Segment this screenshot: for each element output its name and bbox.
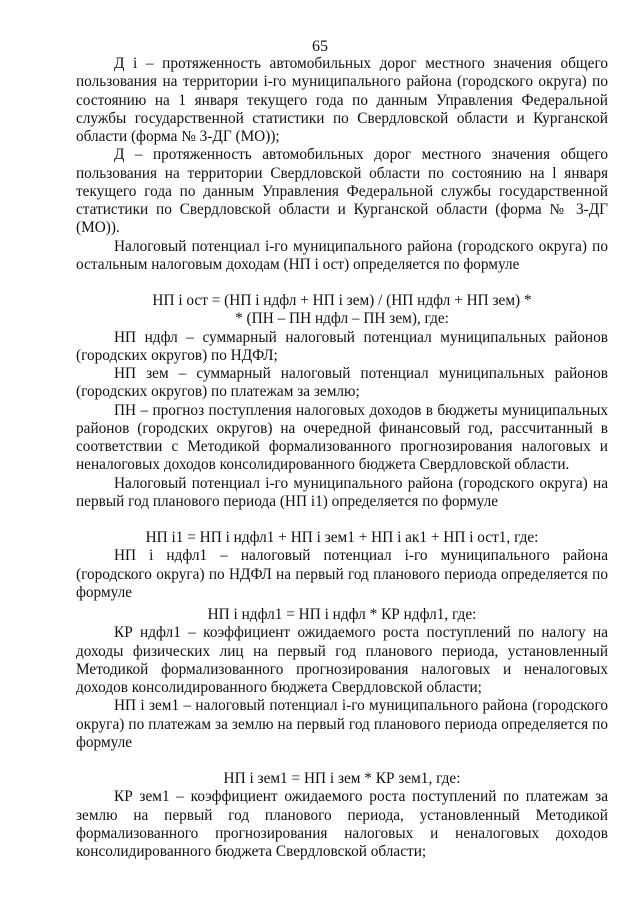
formula-np-zem1: НП i зем1 = НП i зем * КР зем1, где:	[223, 770, 461, 787]
paragraph-d-definition: Д – протяженность автомобильных дорог местного значения общего пользования на территории Свердловской области по состоянию на l января текущего года по данным Управления Федеральной службы государственной статистики по Свердловской области и Курганской области (форма № 3-ДГ (МО)).	[76, 146, 608, 237]
formula-np-i1: НП i1 = НП i ндфл1 + НП i зем1 + НП i ак1 + НП i ост1, где:	[145, 529, 539, 546]
page-number: 65	[312, 38, 328, 55]
paragraph-di-definition: Д i – протяженность автомобильных дорог местного значения общего пользования на территории i-го муниципального района (городского округа) по состоянию на 1 января текущего года по данным Управления Федеральной службы государственной статистики по Свердловской области и Курганской области (форма № 3-ДГ (МО));	[76, 55, 608, 145]
paragraph-np-i1-intro: Налоговый потенциал i-го муниципального района (городского округа) на первый год планового периода (НП i1) определяется по формуле	[76, 474, 608, 510]
paragraph-np-zem-definition: НП зем – суммарный налоговый потенциал муниципальных районов (городских округов) по платежам за землю;	[76, 365, 608, 401]
paragraph-np-ndfl-definition: НП ндфл – суммарный налоговый потенциал муниципальных районов (городских округов) по НДФЛ;	[76, 328, 608, 364]
paragraph-kr-zem1-definition: КР зем1 – коэффициент ожидаемого роста поступлений по платежам за землю на первый год планового периода, установленный Методикой формализованного прогнозирования налоговых и неналоговых доходов консолидированного бюджета Свердловской области;	[76, 788, 608, 860]
paragraph-np-ost-intro: Налоговый потенциал i-го муниципального района (городского округа) по остальным налоговым доходам (НП i ост) определяется по формуле	[76, 237, 608, 273]
formula-np-ost-line1: НП i ост = (НП i ндфл + НП i зем) / (НП ндфл + НП зем) *	[152, 292, 532, 309]
formula-np-ost-line2: * (ПН – ПН ндфл – ПН зем), где:	[235, 310, 449, 328]
formula-np-ndfl1: НП i ндфл1 = НП i ндфл * КР ндфл1, где:	[207, 606, 477, 623]
paragraph-kr-ndfl1-definition: КР ндфл1 – коэффициент ожидаемого роста поступлений по налогу на доходы физических лиц на первый год планового периода, установленный Методикой формализованного прогнозирования налоговых и неналоговых доходов консолидированного бюджета Свердловской области;	[76, 624, 608, 696]
paragraph-np-zem1-definition: НП i зем1 – налоговый потенциал i-го муниципального района (городского округа) по платежам за землю на первый год планового периода определяется по формуле	[76, 697, 608, 751]
paragraph-pn-definition: ПН – прогноз поступления налоговых доходов в бюджеты муниципальных районов (городских округов) на очередной финансовый год, рассчитанный в соответствии с Методикой формализованного прогнозирования налоговых и неналоговых доходов консолидированного бюджета Свердловской области.	[76, 401, 608, 474]
paragraph-np-ndfl1-definition: НП i ндфл1 – налоговый потенциал i-го муниципального района (городского округа) по НДФЛ на первый год планового периода определяется по формуле	[76, 547, 608, 601]
document-body	[76, 55, 608, 861]
